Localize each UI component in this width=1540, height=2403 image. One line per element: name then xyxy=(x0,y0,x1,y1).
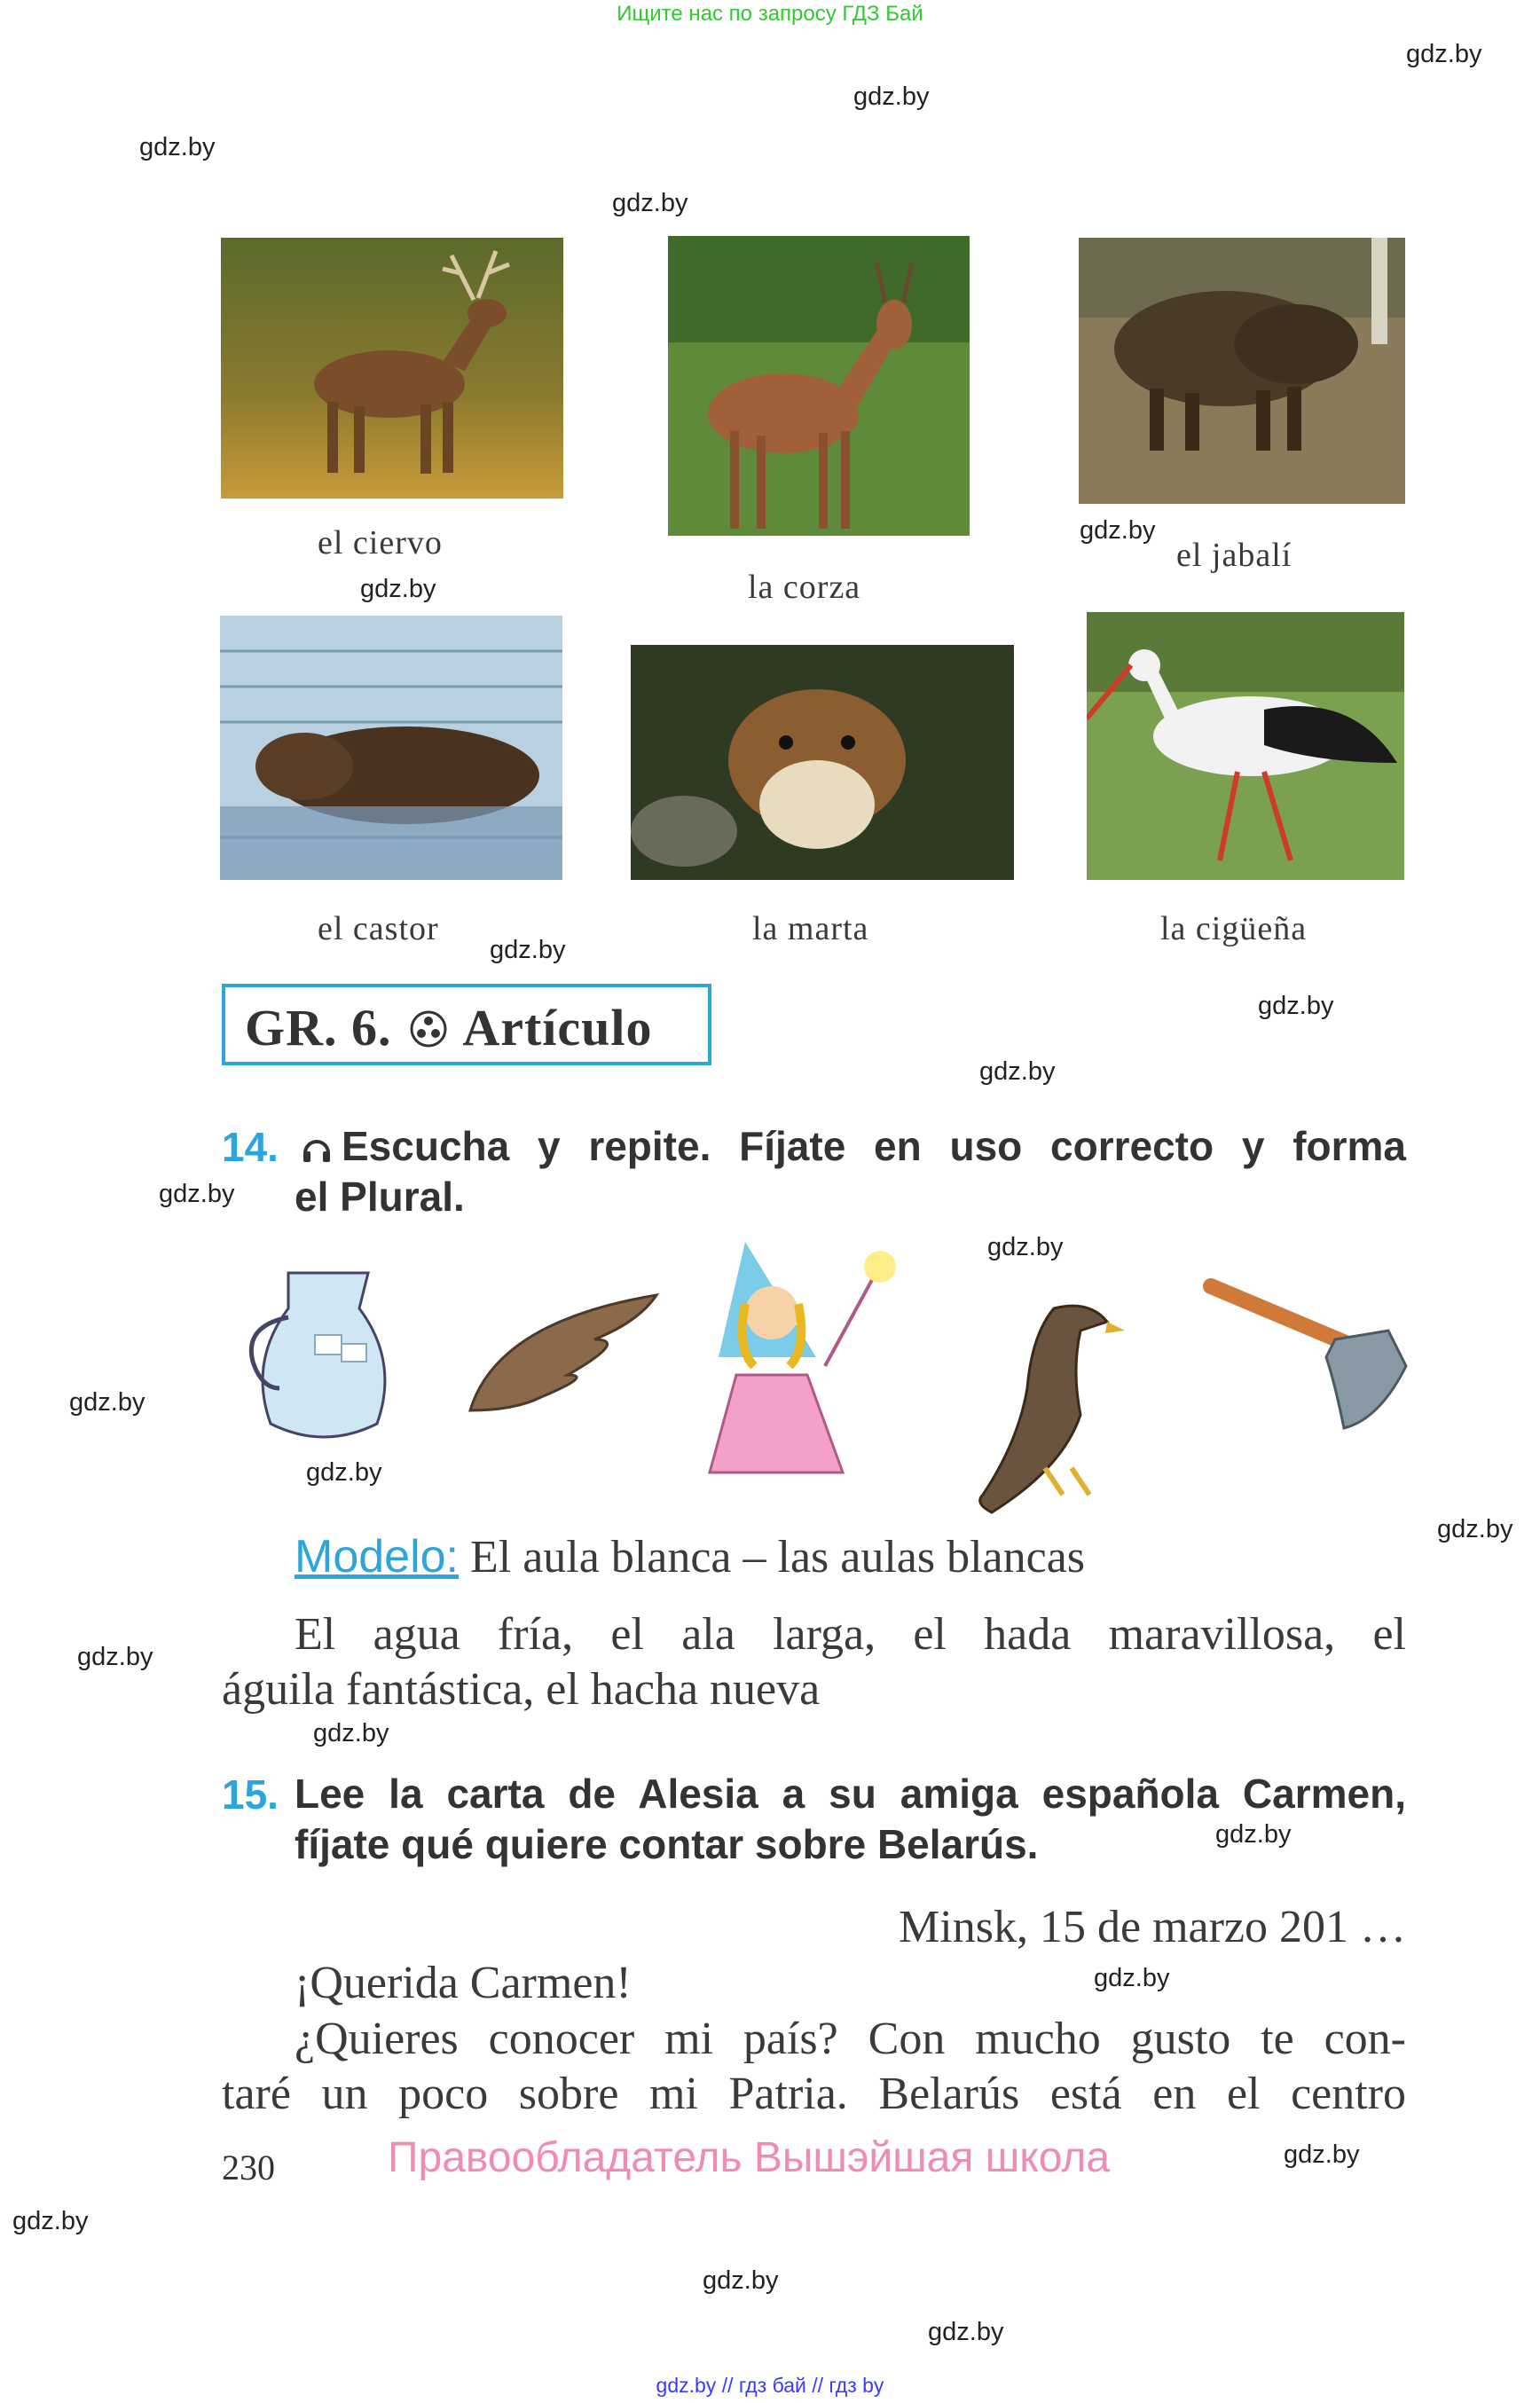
watermark: gdz.by xyxy=(360,575,436,603)
grammar-box xyxy=(222,984,711,1065)
animal-caption: la cigüeña xyxy=(1160,910,1308,947)
watermark: gdz.by xyxy=(306,1458,382,1487)
stork-photo xyxy=(1087,612,1404,880)
letter-greeting: ¡Querida Carmen! xyxy=(295,1958,632,2008)
jug-icon xyxy=(235,1255,412,1450)
grammar-title xyxy=(245,998,652,1057)
animal-caption: el ciervo xyxy=(318,524,443,561)
watermark: gdz.by xyxy=(12,2207,89,2235)
footer-links[interactable]: gdz.by // гдз бай // гдз by xyxy=(656,2374,884,2397)
watermark: gdz.by xyxy=(612,189,688,217)
watermark: gdz.by xyxy=(159,1180,235,1208)
watermark: gdz.by xyxy=(1284,2140,1360,2169)
watermark: gdz.by xyxy=(987,1233,1064,1261)
animal-caption: la corza xyxy=(748,569,861,606)
modelo-label: Modelo: xyxy=(295,1531,459,1582)
eagle-icon xyxy=(939,1291,1143,1521)
watermark: gdz.by xyxy=(139,133,216,161)
watermark: gdz.by xyxy=(1094,1964,1170,1992)
marten-photo xyxy=(631,645,1014,880)
phrase-line: águila fantástica, el hacha nueva xyxy=(222,1664,821,1715)
axe-icon xyxy=(1202,1268,1415,1446)
top-banner[interactable]: Ищите нас по запросу ГДЗ Бай xyxy=(617,2,923,26)
grammar-prefix: GR. 6. xyxy=(245,999,392,1056)
exercise-number: 15. xyxy=(222,1771,279,1818)
fairy-icon xyxy=(683,1233,905,1481)
exercise-instruction: fíjate qué quiere contar sobre Belarús. xyxy=(295,1821,1039,1867)
animal-caption: el jabalí xyxy=(1176,537,1292,574)
copyright-notice: Правообладатель Вышэйшая школа xyxy=(388,2134,1111,2181)
watermark: gdz.by xyxy=(979,1057,1056,1086)
watermark: gdz.by xyxy=(703,2266,779,2295)
exercise-instruction: Lee la carta de Alesia a su amiga española Carmen, xyxy=(295,1771,1406,1817)
letter-body-line: ¿Quieres conocer mi país? Con mucho gusto te con- xyxy=(295,2014,1406,2064)
watermark: gdz.by xyxy=(1215,1820,1292,1849)
watermark: gdz.by xyxy=(1437,1515,1513,1543)
roe-deer-photo xyxy=(668,236,970,536)
letter-body-line: taré un poco sobre mi Patria. Belarús está en el centro xyxy=(222,2069,1406,2119)
phrase-line: El agua fría, el ala larga, el hada maravillosa, el xyxy=(295,1609,1406,1660)
watermark: gdz.by xyxy=(69,1388,145,1417)
gear-circle-icon xyxy=(409,1009,448,1048)
wild-boar-photo xyxy=(1079,238,1405,504)
watermark: gdz.by xyxy=(1080,516,1156,545)
exercise-instruction: el Plural. xyxy=(295,1174,465,1220)
wing-icon xyxy=(461,1286,665,1419)
letter-date: Minsk, 15 de marzo 201 … xyxy=(899,1902,1406,1952)
modelo-line xyxy=(295,1529,1085,1585)
watermark: gdz.by xyxy=(1258,992,1334,1020)
watermark: gdz.by xyxy=(1406,40,1482,68)
watermark: gdz.by xyxy=(928,2318,1004,2346)
watermark: gdz.by xyxy=(853,82,930,111)
headphones-icon xyxy=(302,1134,332,1164)
exercise-number: 14. xyxy=(222,1124,279,1170)
animal-caption: la marta xyxy=(752,910,869,947)
exercise-instruction: Escucha y repite. Fíjate en uso correcto y forma xyxy=(342,1123,1406,1169)
watermark: gdz.by xyxy=(490,936,566,964)
page-number: 230 xyxy=(222,2148,275,2187)
watermark: gdz.by xyxy=(313,1719,389,1747)
animal-caption: el castor xyxy=(318,910,439,947)
grammar-heading: Artículo xyxy=(462,999,653,1056)
beaver-photo xyxy=(220,616,562,880)
deer-photo xyxy=(221,238,563,499)
modelo-text: El aula blanca – las aulas blancas xyxy=(459,1532,1086,1582)
watermark: gdz.by xyxy=(77,1643,153,1671)
